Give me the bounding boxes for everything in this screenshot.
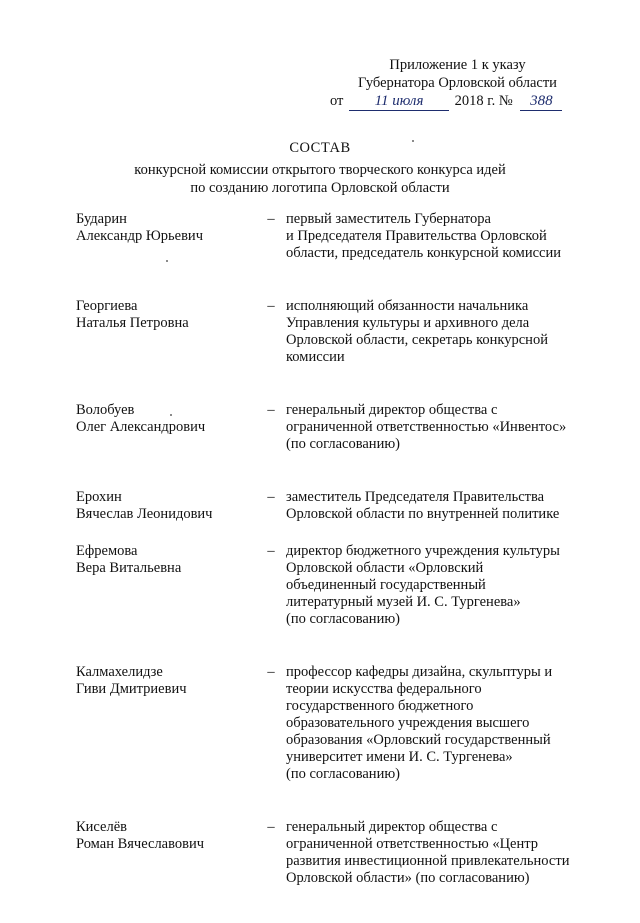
member-surname: Калмахелидзе: [76, 664, 163, 680]
document-subtitle-line-1: конкурсной комиссии открытого творческого конкурса идей: [134, 162, 506, 178]
member-name: [76, 543, 256, 577]
member-row: [76, 489, 596, 523]
member-name: [76, 298, 256, 332]
document-subtitle-line-2: по созданию логотипа Орловской области: [190, 180, 450, 196]
handwritten-date: 11 июля: [349, 92, 449, 111]
role-line: ограниченной ответственностью «Инвентос»: [286, 419, 567, 435]
role-line: Орловской области «Орловский: [286, 560, 484, 576]
scan-speck: [166, 260, 168, 262]
member-given-names: Вячеслав Леонидович: [76, 506, 213, 522]
member-row: [76, 819, 596, 887]
annex-date-line: [330, 92, 585, 110]
member-given-names: Роман Вячеславович: [76, 836, 205, 852]
role-line: образования «Орловский государственный: [286, 732, 551, 748]
role-line: области, председатель конкурсной комиссии: [286, 245, 561, 261]
member-row: [76, 543, 596, 628]
document-title-block: [70, 139, 570, 197]
member-surname: Ерохин: [76, 489, 122, 505]
handwritten-number: 388: [520, 92, 562, 111]
annex-title: Приложение 1 к указу: [389, 57, 526, 73]
member-dash: –: [267, 211, 275, 227]
member-role: [286, 664, 586, 783]
role-line: директор бюджетного учреждения культуры: [286, 543, 560, 559]
role-line: Орловской области, секретарь конкурсной: [286, 332, 548, 348]
role-line: и Председателя Правительства Орловской: [286, 228, 547, 244]
member-row: [76, 211, 596, 262]
role-line: генеральный директор общества с: [286, 402, 498, 418]
role-line: (по согласованию): [286, 436, 400, 452]
role-line: Орловской области» (по согласованию): [286, 870, 530, 886]
member-surname: Ефремова: [76, 543, 138, 559]
member-name: [76, 402, 256, 436]
member-name: [76, 211, 256, 245]
role-line: объединенный государственный: [286, 577, 486, 593]
role-line: комиссии: [286, 349, 345, 365]
member-list: [76, 211, 596, 923]
member-surname: Волобуев: [76, 402, 135, 418]
role-line: Орловской области по внутренней политике: [286, 506, 560, 522]
member-row: [76, 402, 596, 453]
role-line: Управления культуры и архивного дела: [286, 315, 530, 331]
role-line: (по согласованию): [286, 766, 400, 782]
annex-header: [330, 56, 585, 110]
scan-speck: [412, 140, 414, 142]
scan-speck: [170, 414, 172, 416]
role-line: государственного бюджетного: [286, 698, 474, 714]
member-given-names: Наталья Петровна: [76, 315, 189, 331]
member-name: [76, 819, 256, 853]
member-role: [286, 402, 586, 453]
member-surname: Бударин: [76, 211, 127, 227]
document-title: СОСТАВ: [289, 140, 351, 156]
role-line: первый заместитель Губернатора: [286, 211, 491, 227]
member-role: [286, 819, 586, 887]
role-line: заместитель Председателя Правительства: [286, 489, 545, 505]
member-dash: –: [267, 543, 275, 559]
member-given-names: Александр Юрьевич: [76, 228, 203, 244]
role-line: генеральный директор общества с: [286, 819, 498, 835]
role-line: образовательного учреждения высшего: [286, 715, 530, 731]
role-line: исполняющий обязанности начальника: [286, 298, 529, 314]
member-given-names: Гиви Дмитриевич: [76, 681, 187, 697]
role-line: (по согласованию): [286, 611, 400, 627]
member-dash: –: [267, 664, 275, 680]
member-given-names: Вера Витальевна: [76, 560, 182, 576]
role-line: литературный музей И. С. Тургенева»: [286, 594, 521, 610]
annex-issuer: Губернатора Орловской области: [358, 75, 557, 91]
member-name: [76, 664, 256, 698]
role-line: развития инвестиционной привлекательности: [286, 853, 570, 869]
member-given-names: Олег Александрович: [76, 419, 206, 435]
member-role: [286, 543, 586, 628]
member-name: [76, 489, 256, 523]
member-dash: –: [267, 489, 275, 505]
member-role: [286, 298, 586, 366]
member-dash: –: [267, 298, 275, 314]
member-row: [76, 298, 596, 366]
member-dash: –: [267, 819, 275, 835]
member-role: [286, 489, 586, 523]
member-row: [76, 664, 596, 783]
date-prefix: от: [330, 93, 344, 109]
year-and-number-label: 2018 г. №: [454, 93, 513, 109]
member-role: [286, 211, 586, 262]
role-line: профессор кафедры дизайна, скульптуры и: [286, 664, 553, 680]
role-line: ограниченной ответственностью «Центр: [286, 836, 539, 852]
member-surname: Киселёв: [76, 819, 127, 835]
role-line: университет имени И. С. Тургенева»: [286, 749, 513, 765]
member-dash: –: [267, 402, 275, 418]
role-line: теории искусства федерального: [286, 681, 482, 697]
member-surname: Георгиева: [76, 298, 138, 314]
